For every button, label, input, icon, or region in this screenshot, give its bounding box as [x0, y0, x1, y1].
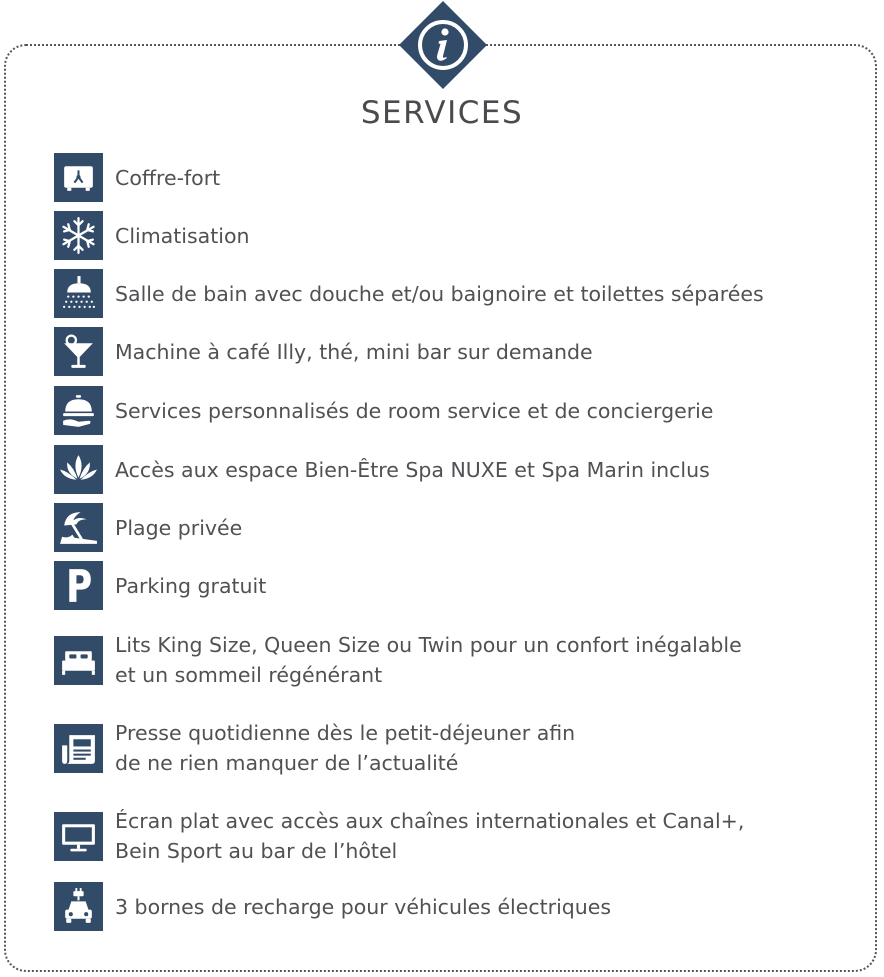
newspaper-icon — [54, 724, 103, 773]
service-label: Machine à café Illy, thé, mini bar sur demande — [115, 339, 593, 364]
snowflake-icon — [54, 211, 103, 260]
service-label: Coffre-fort — [115, 165, 221, 190]
service-item-tv — [54, 806, 744, 866]
service-label-line-1: Presse quotidienne dès le petit-déjeuner afin — [115, 721, 576, 745]
service-label-line-2: Bein Sport au bar de l’hôtel — [115, 839, 398, 863]
bed-icon — [54, 636, 103, 685]
page-title: SERVICES — [360, 95, 524, 131]
tv-icon — [54, 812, 103, 861]
service-item-beds — [54, 630, 742, 690]
beach-umbrella-icon — [54, 503, 103, 552]
service-label: Salle de bain avec douche et/ou baignoire et toilettes séparées — [115, 281, 764, 306]
service-item-newspaper — [54, 718, 575, 778]
cocktail-icon — [54, 327, 103, 376]
service-label: Plage privée — [115, 515, 243, 540]
parking-icon — [54, 561, 103, 610]
service-item-private-beach — [54, 503, 242, 552]
service-label: Services personnalisés de room service et de conciergerie — [115, 398, 714, 423]
service-label: Parking gratuit — [115, 573, 267, 598]
service-label-line-2: et un sommeil régénérant — [115, 663, 383, 687]
service-label-line-1: Écran plat avec accès aux chaînes internationales et Canal+, — [115, 809, 745, 833]
lotus-icon — [54, 445, 103, 494]
service-label: Climatisation — [115, 223, 250, 248]
safe-icon — [54, 153, 103, 202]
ev-charging-icon — [54, 882, 103, 931]
service-label-line-1: Lits King Size, Queen Size ou Twin pour un confort inégalable — [115, 633, 742, 657]
service-item-safe — [54, 153, 220, 202]
info-badge — [399, 1, 487, 89]
service-label: Accès aux espace Bien-Être Spa NUXE et Spa Marin inclus — [115, 457, 710, 482]
service-item-ev-charging — [54, 882, 611, 931]
service-item-spa — [54, 445, 710, 494]
service-bell-icon — [54, 386, 103, 435]
service-label-line-2: de ne rien manquer de l’actualité — [115, 751, 459, 775]
service-item-parking — [54, 561, 266, 610]
service-item-air-conditioning — [54, 211, 249, 260]
service-item-room-service — [54, 386, 713, 435]
shower-icon — [54, 269, 103, 318]
service-label: 3 bornes de recharge pour véhicules électriques — [115, 894, 612, 919]
info-icon — [399, 1, 487, 89]
service-item-bathroom — [54, 269, 764, 318]
service-item-coffee-minibar — [54, 327, 593, 376]
